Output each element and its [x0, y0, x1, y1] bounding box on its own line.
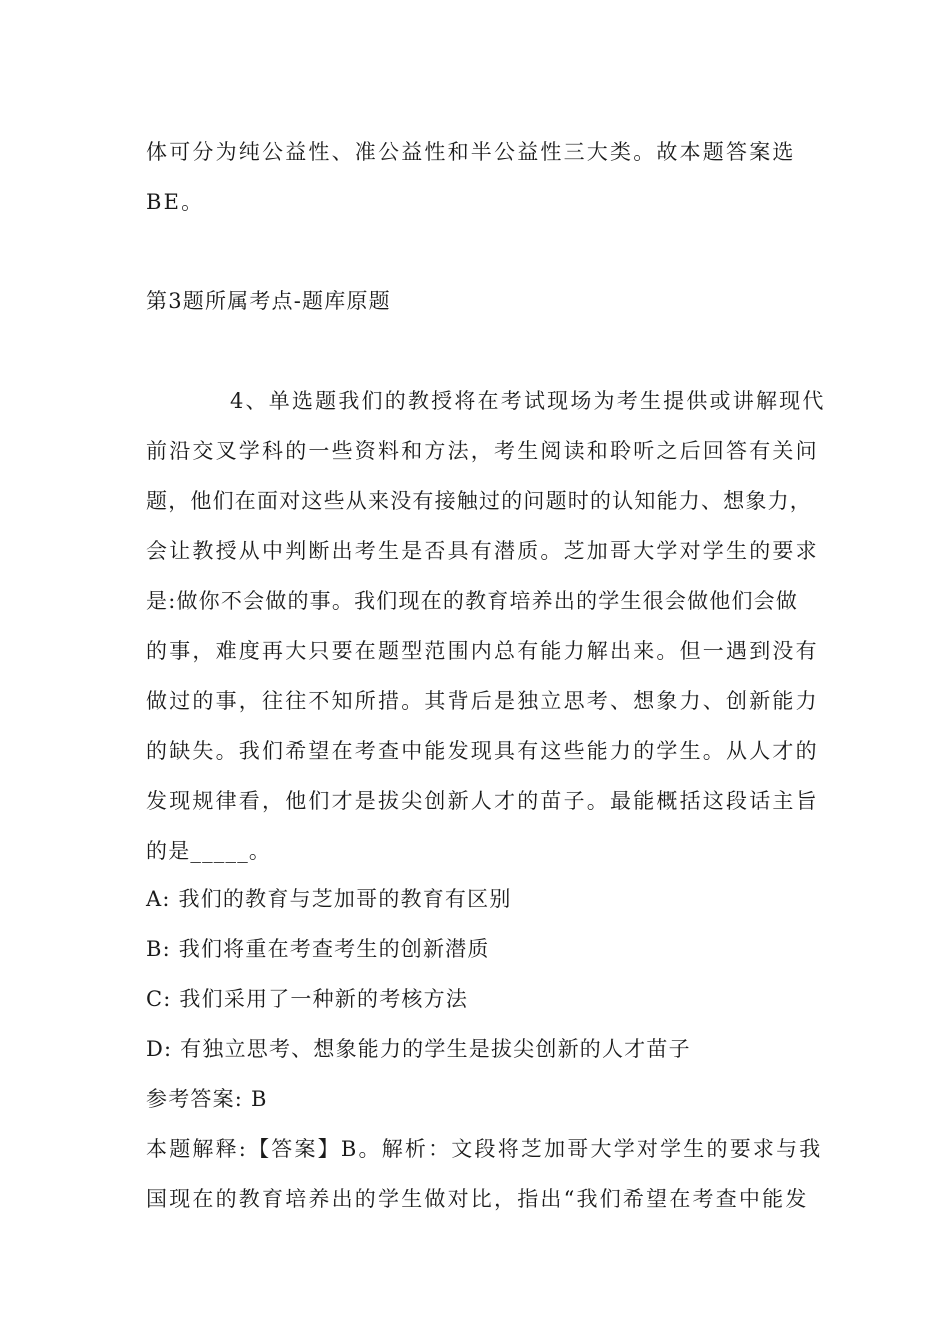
question-4-line-5: 是:做你不会做的事。我们现在的教育培养出的学生很会做他们会做	[146, 589, 799, 613]
option-c: C: 我们采用了一种新的考核方法	[146, 987, 469, 1011]
option-b: B: 我们将重在考查考生的创新潜质	[146, 937, 490, 961]
option-d: D: 有独立思考、想象能力的学生是拔尖创新的人才苗子	[146, 1037, 691, 1061]
question-4-line-2: 前沿交叉学科的一些资料和方法，考生阅读和聆听之后回答有关问	[146, 439, 819, 463]
explanation-line-2: 国现在的教育培养出的学生做对比，指出“我们希望在考查中能发	[146, 1187, 809, 1211]
prev-explanation-line-2: BE。	[146, 190, 205, 214]
reference-answer: 参考答案: B	[146, 1087, 268, 1111]
question-4-line-3: 题，他们在面对这些从来没有接触过的问题时的认知能力、想象力，	[146, 489, 812, 513]
prev-explanation-line-1: 体可分为纯公益性、准公益性和半公益性三大类。故本题答案选	[146, 140, 796, 164]
question-4-line-4: 会让教授从中判断出考生是否具有潜质。芝加哥大学对学生的要求	[146, 539, 819, 563]
question-4-line-8: 的缺失。我们希望在考查中能发现具有这些能力的学生。从人才的	[146, 739, 819, 763]
explanation-line-1: 本题解释:【答案】B。解析：文段将芝加哥大学对学生的要求与我	[146, 1137, 823, 1161]
question-4-line-6: 的事，难度再大只要在题型范围内总有能力解出来。但一遇到没有	[146, 639, 819, 663]
question-4-line-10: 的是_____。	[146, 839, 272, 863]
q3-source-label: 第3题所属考点-题库原题	[146, 289, 391, 313]
option-a: A: 我们的教育与芝加哥的教育有区别	[146, 887, 512, 911]
question-4-line-9: 发现规律看，他们才是拔尖创新人才的苗子。最能概括这段话主旨	[146, 789, 819, 813]
question-4-line-7: 做过的事，往往不知所措。其背后是独立思考、想象力、创新能力	[146, 689, 819, 713]
question-4-line-1: 4、单选题我们的教授将在考试现场为考生提供或讲解现代	[230, 389, 826, 413]
